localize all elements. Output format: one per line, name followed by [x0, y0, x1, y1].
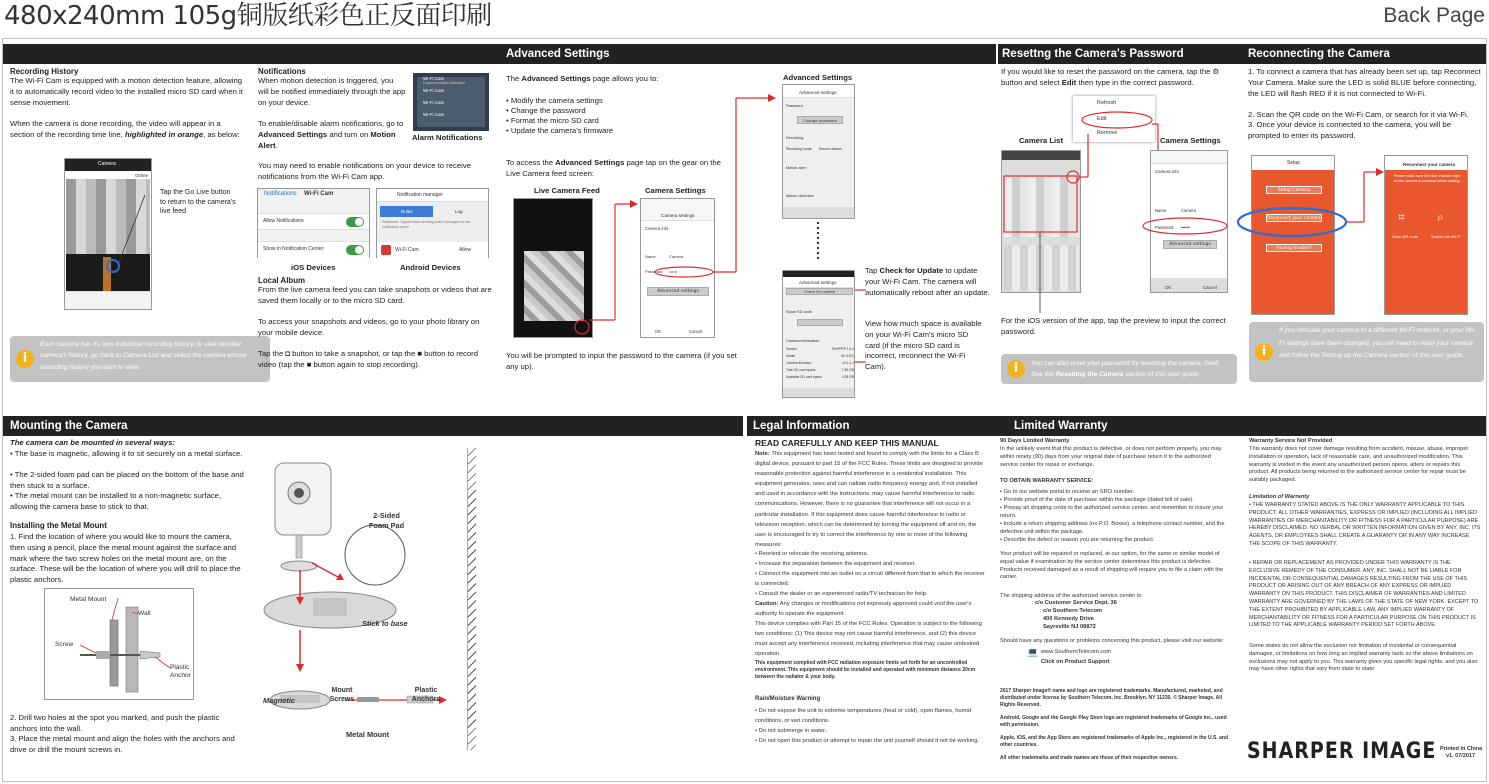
rain-3: • Do not open this product or attempt to repair the unit yourself should it not be working. — [755, 738, 980, 744]
android-desc: Restricted: Tapped from sending push messages to the notification panel — [382, 220, 470, 229]
warranty-c2-t2: Limitation of Warranty — [1249, 494, 1310, 500]
ios-title: Wi-Fi Cam — [304, 191, 334, 197]
view-qr-button[interactable] — [797, 319, 843, 326]
check-update-text: Tap Check for Update to update your Wi-Fi Cam. The camera will automatically reboot after an update. — [865, 266, 990, 297]
warranty-p4: Should have any questions or problems concerning this product, please visit our website: — [1000, 638, 1224, 644]
android-app: Wi-Fi Cam — [395, 247, 419, 253]
reset-note: i You can also reset your password by resetting the camera, itself. See the Resetting the Camera section of this user guide. — [1001, 354, 1237, 384]
cs-adv-button[interactable]: Advanced settings — [647, 287, 709, 296]
reconnect-step-2: 2. Scan the QR code on the Wi-Fi Cam, or search for it via Wi-Fi. — [1248, 110, 1469, 119]
reconnect-phone — [1384, 155, 1468, 315]
top-bar-right — [998, 44, 1486, 64]
alarm-label: Alarm Notifications — [412, 133, 483, 142]
adv-record-value[interactable]: Record alarms — [819, 147, 842, 151]
adv-row-record-mode: Recording mode — [786, 147, 812, 151]
adv-bullet-2: • Change the password — [506, 106, 586, 115]
qr-icon[interactable]: ⌗ — [1398, 210, 1405, 224]
alarm-item-3: Wi-Fi Cam — [423, 100, 445, 105]
phone-status: Online — [134, 173, 148, 178]
setup-title: Setup — [1287, 160, 1301, 166]
warranty-c2-p3: • REPAIR OR REPLACEMENT AS PROVIDED UNDER THIS WARRANTY IS THE EXCLUSIVE REMEDY OF THE CONSUMER. ANY, INC. SHALL NOT BE LIABLE FOR INCIDENTAL OR CONSEQUENTIAL DAMAGES RESULTING FROM THE USE OF THIS PRODUCT OR ARISING OUT OF ANY BREACH OF ANY EXPRESS OR IMPLIED WARRANTY ON THIS PRODUCT. THIS DISCLAIMER OF WARRANTIES AND LIMITED WARRANTY ARE GOVERNED BY THE LAWS OF THE STATE OF NEW YORK. EXCEPT TO THE EXTENT PROHIBITED BY APPLICABLE LAW, ANY IMPLIED WARRANTY OF MERCHANTABILITY OR FITNESS FOR A PARTICULAR PURPOSE ON THIS PRODUCT IS LIMITED TO THE APPLICABLE WARRANTY PERIOD SET FORTH ABOVE. — [1249, 560, 1479, 629]
install-title: Installing the Metal Mount — [10, 521, 107, 530]
reset-ios-note: For the iOS version of the app, tap the preview to input the correct password. — [1001, 316, 1226, 336]
camera-mount-illustration — [0, 0, 500, 360]
warranty-p2: Your product will be repaired or replaced, at our option, for the same or similar model of equal value if examination by the service center determines this product is defective. Products received damaged as a result of shipping will require you to file a claim with the carrier. — [1000, 551, 1224, 581]
adv-row-share: Share SD code — [786, 310, 812, 314]
reconnect-note: i If you relocate your camera to a different Wi-Fi network, or your Wi-Fi settings have been changed, you will need to reset your camera and follow the Setting up the Camera section of this user guide. — [1249, 322, 1484, 382]
info-icon: i — [1255, 343, 1273, 361]
foam-label: 2-Sided Foam Pad — [368, 511, 405, 530]
adv-row-detection: Motion detection — [786, 194, 814, 198]
reconnect-title: Reconnect your camera — [1403, 162, 1456, 167]
notifications-p1: When motion detection is triggered, you will be notified immediately through the app on your device. — [258, 76, 406, 107]
recording-body-2: When the camera is done recording, the video will appear in a section of the recording time line, highlighted in orange, as below: — [10, 119, 240, 139]
recording-title: Recording History — [10, 67, 79, 76]
cs-pass-label: Password — [645, 269, 663, 274]
warranty-tm4: All other trademarks and trade names are those of their respective owners. — [1000, 755, 1179, 761]
warranty-c2-p1: This warranty does not cover damage resulting from accident, misuse, abuse, improper installation or operation, lack of reasonable care, and unauthorized modification. This warranty is voided in the event any unauthorized person opens, alters or repairs this product. All products being returned to the authorized service center for repair must be suitably packaged. — [1249, 446, 1469, 484]
version: v1. 07/2017 — [1446, 753, 1476, 759]
golive-text: Tap the Go Live button to return to the camera's live feed — [160, 189, 236, 215]
adv-bullet-1: • Modify the camera settings — [506, 96, 603, 105]
android-tab-rules[interactable]: Rules — [401, 209, 413, 214]
menu-edit[interactable]: Edit — [1097, 116, 1107, 122]
notifications-title: Notifications — [258, 67, 306, 76]
local-album-p3: Tap the ◘ button to take a snapshot, or tap the ■ button to record video (tap the ■ button again to stop recording). — [258, 349, 478, 369]
mount-bullet-3: • The metal mount can be installed to a non-magnetic surface, allowing the camera base to stick to that. — [10, 491, 222, 511]
adv-prompt: You will be prompted to input the password to the camera (if you set any up). — [506, 351, 737, 371]
plastic-anchors-label: Plastic Anchors — [411, 687, 441, 703]
menu-refresh[interactable]: Refresh — [1097, 100, 1117, 106]
warranty-p1: In the unlikely event that this product is defective, or does not perform properly, you may within ninety (90) days from your original date of purchase return it to the authorized service center for repair or exchange. — [1000, 446, 1222, 468]
rain-1: • Do not expose the unit to extreme temperatures (heat or cold), open flames, humid conditions, or wet conditions. — [755, 708, 971, 724]
info-icon: i — [16, 350, 34, 368]
warranty-tm3: Apple, iOS, and the App Store are registered trademarks of Apple Inc., registered in the U.S. and other countries. — [1000, 735, 1229, 748]
warranty-list-2: • Provide proof of the date of purchase within the package (dated bill of sale). — [1000, 497, 1194, 503]
info-row-2: Camera firmware v0.1.1.1 — [786, 361, 854, 365]
warranty-addr-1: c/o Customer Service Dept. 36 — [1035, 600, 1117, 606]
ios-back[interactable]: Notifications — [264, 191, 297, 197]
recording-body: The Wi-Fi Cam is equipped with a motion detection feature, allowing it to automatically record video to the installed micro SD card when it sense movement. — [10, 76, 243, 107]
rs-adv-btn[interactable]: Advanced settings — [1163, 240, 1217, 249]
warranty-web[interactable]: www.SouthernTelecom.com — [1041, 649, 1112, 655]
local-album-title: Local Album — [258, 276, 306, 285]
warranty-c2-t1: Warranty Service Not Provided — [1249, 438, 1333, 444]
warranty-p3: The shipping address of the authorized service center is: — [1000, 593, 1143, 599]
warranty-support: Click on Product Support — [1041, 659, 1110, 665]
warranty-tm2: Android, Google and the Google Play Store logo are registered trademarks of Google Inc., used with permission. — [1000, 715, 1227, 728]
alarm-item-1: Wi-Fi Cam — [423, 76, 445, 81]
alarm-item-2: Wi-Fi Cam — [423, 88, 445, 93]
scan-qr-label[interactable]: Scan QR code — [1392, 234, 1419, 239]
adv-settings-label: Advanced Settings — [783, 73, 853, 82]
warranty-addr-4: Sayreville NJ 08872 — [1043, 624, 1096, 630]
legal-note: Note: This equipment has been tested and found to comply with the limits for a Class B digital device, pursuant to part 15 of the FCC Rules. These limits are designed to provide reasonable protection against harmful interference in a residential installation. This equipment generates, uses and can radiate radio frequency energy and, if not installed and used in accordance with the instructions, may cause harmful interference to radio communications. However, there is no guarantee that interference will not occur in a particular installation. If this equipment does cause harmful interference to radio or television reception, which can be determined by turning the equipment off and on, the user is encouraged to try to correct the interference by one or more of the following measures: — [755, 451, 983, 548]
android-devices-label: Android Devices — [400, 263, 461, 272]
adv-screen-2 — [782, 270, 855, 398]
diag-screw: Screw — [55, 641, 74, 648]
android-allow[interactable]: Allow — [459, 247, 471, 253]
reset-settings-phone — [1150, 150, 1228, 293]
search-icon[interactable]: ⌕ — [1437, 210, 1444, 224]
cs-title: Camera settings — [661, 213, 695, 218]
setup-btn-trouble[interactable]: Having trouble? — [1266, 244, 1322, 252]
brand-logo: SHARPER IMAGE — [1247, 738, 1437, 764]
mount-bullet-2: • The 2-sided foam pad can be placed on the bottom of the base and then stuck to a surface. — [10, 470, 244, 490]
camera-list-phone — [1001, 150, 1081, 293]
install-step-1: 1. Find the location of where you would like to mount the camera, then using a pencil, place the metal mount against the surface and mark where the two screw holes on the metal mount are, on the surface. These will be the location of where you will drill to place the plastic anchors. — [10, 532, 241, 585]
adv-bullet-4: • Update the camera's firmware — [506, 126, 614, 135]
camera-list-label: Camera List — [1019, 136, 1064, 145]
legal-measure-4: • Consult the dealer or an experienced radio/TV technician for help. — [755, 591, 928, 597]
local-album-p1: From the live camera feed you can take snapshots or videos that are saved them locally or to the micro SD card. — [258, 285, 492, 305]
local-album-p2: To access your snapshots and videos, go to your photo library on your mobile device. — [258, 317, 480, 337]
section-reconnecting: Reconnecting the Camera — [1248, 48, 1390, 60]
space-text: View how much space is available on your Wi-Fi Cam's micro SD card (if the micro SD card is incorrect, reconnect the Wi-Fi Cam). — [865, 319, 982, 372]
adv-intro: The Advanced Settings page allows you to: — [506, 74, 659, 83]
info-row-4: Available SD card space 4.08 GB — [786, 375, 854, 379]
warranty-addr-2: c/o Southern Telecom — [1043, 608, 1102, 614]
page-side-label: Back Page — [1383, 4, 1485, 27]
legal-caution: Caution: Any changes or modifications not expressly approved could void the user's authority to operate the equipment. — [755, 601, 972, 617]
legal-part15: This device complies with Part 15 of the FCC Rules. Operation is subject to the following two conditions: (1) This device may not cause harmful interference, and (2) this device must accept any interference received, including interference that may cause undesired operation. — [755, 621, 982, 657]
android-title: Notification manager — [397, 192, 443, 198]
legal-heading: READ CAREFULLY AND KEEP THIS MANUAL — [755, 438, 939, 448]
metal-mount-label: Metal Mount — [346, 730, 390, 739]
laptop-icon: 💻 — [1027, 647, 1039, 657]
warranty-list-5: • Describe the defect or reason you are returning the product. — [1000, 537, 1155, 543]
section-advanced-settings: Advanced Settings — [506, 48, 610, 60]
rs-pass-label: Password — [1155, 225, 1174, 230]
adv-row-recording: Recording — [786, 136, 804, 140]
notifications-p2: To enable/disable alarm notifications, go to Advanced Settings and turn on Motion Alert. — [258, 119, 404, 150]
adv-bullet-3: • Format the micro SD card — [506, 116, 599, 125]
legal-measure-3: • Connect the equipment into an outlet on a circuit different from that to which the receiver is connected. — [755, 571, 985, 587]
install-step-3: 3. Place the metal mount and align the holes with the anchors and drive or drill the mount screws in. — [10, 734, 235, 754]
menu-remove[interactable]: Remove — [1097, 130, 1118, 136]
section-resetting: Resettng the Camera's Password — [1002, 48, 1184, 60]
info-row-3: Total SD card space 7.85 GB — [786, 368, 854, 372]
info-icon: i — [1007, 360, 1025, 378]
mount-bullet-1: • The base is magnetic, allowing it to sit securely on a metal surface. — [10, 449, 243, 458]
cs-pass-value[interactable]: •••••• — [669, 269, 678, 274]
reset-p1: If you would like to reset the password on the camera, tap the ⚙ button and select Edit then type in the correct password. — [1001, 67, 1220, 87]
camera-settings-label: Camera Settings — [645, 186, 706, 195]
bottom-bar-right — [747, 416, 1486, 436]
reconnect-desc: Please make sure the blue indicator light on the camera is constant before adding. — [1393, 174, 1461, 183]
diag-wall: Wall — [138, 610, 151, 617]
warranty-c2-p2: • THE WARRANTY STATED ABOVE IS THE ONLY WARRANTY APPLICABLE TO THIS PRODUCT. ALL OTHER WARRANTIES, EXPRESS OR IMPLIED (INCLUDING ALL IMPLIED WARRANTIES OF MERCHANTABILITY OR FITNESS FOR A PARTICULAR PURPOSE) ARE HEREBY DISCLAIMED. NO VERBAL OR WRITTEN INFORMATION GIVEN BY ANY, INC. ITS AGENTS, OR EMPLOYEES SHALL CREATE A GUARANTY OR IN ANY WAY INCREASE THE SCOPE OF THIS WARRANTY. — [1249, 502, 1481, 547]
cs-ok[interactable]: OK — [655, 329, 662, 334]
warranty-t1: 90 Days Limited Warranty — [1000, 438, 1070, 444]
adv-access: To access the Advanced Settings page tap on the gear on the Live Camera feed screen: — [506, 158, 721, 178]
notifications-p3: You may need to enable notifications on your device to receive notifications from the Wi-Fi Cam app. — [258, 161, 471, 181]
bottom-bar-left — [3, 416, 743, 436]
warranty-tm1: 2017 Sharper Image® name and logo are registered trademarks. Manufactured, marketed, and distributed under license by Southern Telecom, Inc. Brooklyn, NY 11230. © Sharper Image. All Rights Reserved. — [1000, 688, 1223, 708]
diag-metal-mount: Metal Mount — [70, 596, 107, 603]
wall-hatch — [468, 448, 476, 750]
legal-rf: This equipment complied with FCC radiation exposure limits set forth for an uncontrolled environment. This equipment should be installed and operated with minimum distance 20cm between the radiator & your body. — [755, 660, 976, 680]
setup-btn-setup[interactable]: Setup Camera — [1266, 186, 1322, 194]
rs-name-label: Name — [1155, 208, 1167, 213]
mount-screws-label: Mount Screws — [329, 687, 355, 703]
cs-name-label: Name — [645, 254, 656, 259]
install-step-2: 2. Drill two holes at the spot you marked, and push the plastic anchors into the wall. — [10, 713, 220, 733]
warranty-list-3: • Prepay all shipping costs to the authorized service center, and remember to insure your return. — [1000, 505, 1224, 519]
section-legal: Legal Information — [753, 420, 850, 432]
alarm-sub: Camera motion detected — [423, 81, 465, 85]
rs-info: Camera info — [1155, 169, 1179, 174]
cs-info: Camera info — [645, 226, 669, 231]
live-feed-phone — [513, 198, 593, 338]
adv-row-password: Password — [786, 104, 803, 108]
section-mounting: Mounting the Camera — [10, 420, 128, 432]
phone-title: Camera — [98, 161, 116, 167]
android-tab-log[interactable]: Log — [455, 209, 463, 214]
magnetic-label: Magnetic — [263, 696, 296, 705]
recording-note: i Each camera has its own individual recording history, to view another camera's history, go back to Camera List and select the camera whose recording history you wish to view. — [10, 336, 270, 382]
live-feed-label: Live Camera Feed — [534, 186, 600, 195]
info-row-0: Version ShrPPPP 1.0.4 — [786, 347, 854, 351]
diag-anchor: Plastic Anchor — [170, 664, 191, 679]
gear-icon: ⚙ — [1212, 67, 1220, 76]
legal-measure-1: • Reorient or relocate the receiving antenna. — [755, 551, 869, 557]
section-warranty: Limited Warranty — [1014, 420, 1108, 432]
reconnect-step-3: 3. Once your device is connected to the camera, you will be prompted to enter its password. — [1248, 120, 1451, 140]
ios-row2: Show in Notification Center — [263, 246, 324, 252]
warranty-list-1: • Go to our website portal to receive an SRO number. — [1000, 489, 1135, 495]
check-update-button[interactable]: Check for update — [786, 288, 853, 295]
rs-ok[interactable]: OK — [1165, 285, 1172, 290]
search-wifi-label[interactable]: Search via Wi-Fi — [1431, 234, 1461, 239]
adv-row-info: Camera information — [786, 339, 820, 343]
cs-cancel[interactable]: Cancel — [689, 329, 703, 334]
setup-btn-reconnect[interactable]: Reconnect your camera — [1267, 216, 1321, 221]
ios-devices-label: iOS Devices — [291, 263, 336, 272]
warranty-c2-p4: Some states do not allow the exclusion nor limitation of incidental or consequential damages, or limitations on how long an implied warranty lasts so the above limitations on exclusions may not apply to you. This warranty gives you specific legal rights, and you also may have other rights that vary from state to state. — [1249, 643, 1478, 673]
printed-in: Printed in China — [1440, 746, 1483, 752]
warranty-t2: TO OBTAIN WARRANTY SERVICE: — [1000, 478, 1094, 484]
rain-title: Rain/Moisture Warning — [755, 696, 821, 702]
cs-name-value: Camera — [669, 254, 684, 259]
page-title: 480x240mm 105g铜版纸彩色正反面印刷 — [4, 1, 492, 31]
reconnect-step-1: 1. To connect a camera that has already been set up, tap Reconnect Your Camera. Make sure the LED is solid BLUE before connecting, the LED will flash RED if it is not connected to Wi-Fi. — [1248, 67, 1481, 98]
adv-row-motion: Motion alert — [786, 166, 806, 170]
adv-s1-title: Advanced settings — [799, 90, 837, 95]
ios-row1: Allow Notifications — [263, 218, 304, 224]
rs-pass-value[interactable]: •••••• — [1181, 225, 1190, 230]
rain-2: • Do not submerge in water. — [755, 728, 827, 734]
warranty-addr-3: 400 Kennedy Drive — [1043, 616, 1094, 622]
rs-name-value: Camera — [1181, 208, 1196, 213]
reset-settings-label: Camera Settings — [1160, 136, 1221, 145]
stick-label: Stick to base — [362, 619, 408, 628]
adv-change-password[interactable]: Change password — [797, 116, 843, 124]
adv-s2-title: Advanced settings — [799, 280, 837, 285]
warranty-list-4: • Include a return shipping address (no P.O. Boxes), a telephone contact number, and the defective unit within the package. — [1000, 521, 1225, 535]
info-row-1: Model SH-1001 — [786, 354, 854, 358]
adv-screen-1 — [782, 84, 855, 219]
alarm-item-4: Wi-Fi Cam — [423, 112, 445, 117]
rs-cancel[interactable]: Cancel — [1203, 285, 1217, 290]
mount-intro: The camera can be mounted in several ways: — [10, 438, 175, 447]
legal-measure-2: • Increase the separation between the equipment and receiver. — [755, 561, 916, 567]
